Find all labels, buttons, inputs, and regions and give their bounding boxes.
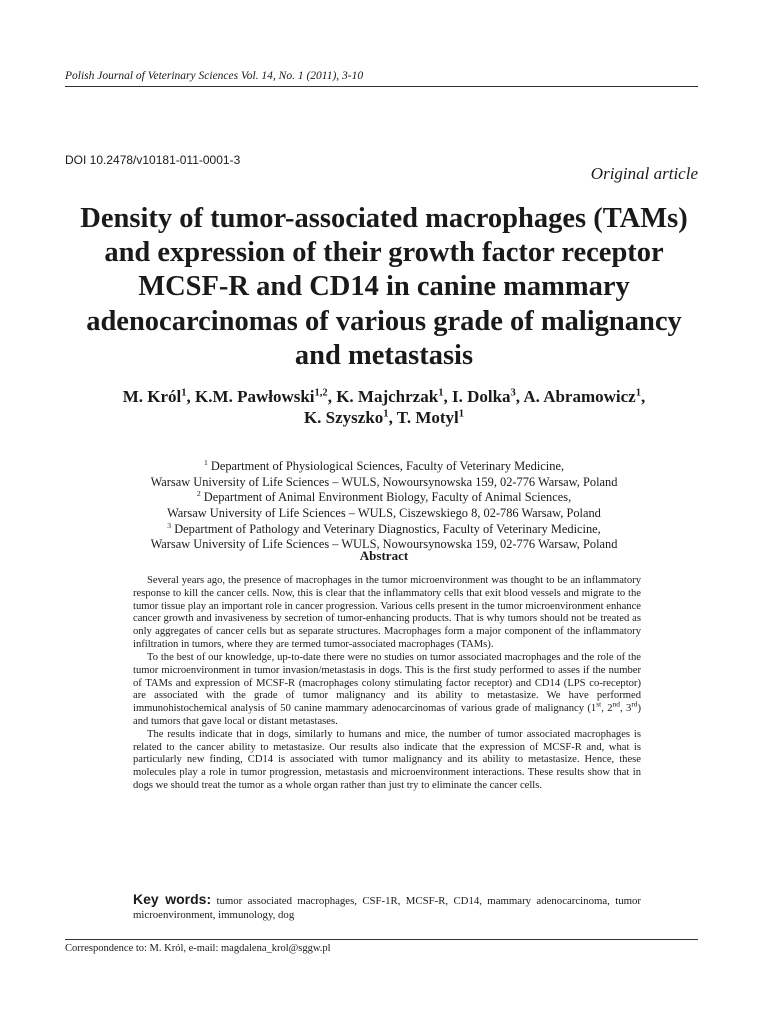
keywords-text: tumor associated macrophages, CSF-1R, MCSF-R, CD14, mammary adenocarcinoma, tumor microenvironment, immunology, dog bbox=[133, 895, 642, 922]
author: A. Abramowicz$^1$, bbox=[523, 387, 646, 406]
affiliation-2: $^2$ Department of Animal Environment Biology, Faculty of Animal Sciences, Warsaw University of Life Sciences – WULS, Ciszewskiego 8, 02-786 Warsaw, Poland bbox=[167, 489, 601, 520]
author-list bbox=[60, 386, 708, 429]
correspondence-footnote: Correspondence to: M. Król, e-mail: magdalena_krol@sggw.pl bbox=[65, 943, 331, 954]
abstract-paragraph: Several years ago, the presence of macrophages in the tumor microenvironment was thought to be an inflammatory response to kill the cancer cells. Now, this is clear that the inflammatory cells that exit blood vessels and migrate to the tumor tissue play an important role in cancer progression. Various cells present in the tumor microenvironment enhance cancer growth and invasiveness by secretion of tumor-enhancing products. That is why tumors should not be treated as only aggregates of cancer cells but as separate structures. Macrophages form a major component of the inflammatory infiltration in tumors, where they are termed tumor-associated macrophages (TAMs). bbox=[133, 575, 641, 651]
abstract-heading: Abstract bbox=[359, 548, 409, 563]
article-title: Density of tumor-associated macrophages (TAMs) and expression of their growth factor receptor MCSF-R and CD14 in canine mammary adenocarcinomas of various grade of malignancy and metastasis bbox=[80, 203, 688, 371]
abstract-paragraph: To the best of our knowledge, up-to-date there were no studies on tumor associated macrophages and the role of the tumor microenvironment in tumor invasion/metastasis in dogs. This is the first study performed to asses if the number of TAMs and expression of MCSF-R (macrophages colony stimulating factor receptor) and CD14 (LPS co-receptor) are associated with the grade of tumor malignancy and its ability to metastasize. We have performed immunohistochemical analysis of 50 canine mammary adenocarcinomas of various grade of malignancy (1st, 2nd, 3rd) and tumors that gave local or distant metastases. bbox=[133, 651, 642, 727]
author: I. Dolka$^3$, bbox=[451, 387, 524, 406]
author: K. Szyszko$^1$, bbox=[303, 408, 397, 428]
affiliations bbox=[60, 459, 708, 553]
footnote-divider bbox=[65, 939, 698, 940]
article-type: Original article bbox=[590, 164, 698, 183]
author: K.M. Pawłowski$^{1,2}$, bbox=[195, 387, 337, 406]
affiliation-3: $^3$ Department of Pathology and Veterinary Diagnostics, Faculty of Veterinary Medicine, Warsaw University of Life Sciences – WULS, Nowoursynowska 159, 02-776 Warsaw, Poland bbox=[150, 520, 618, 552]
author: M. Król$^1$, bbox=[122, 387, 196, 406]
keywords-label: Key words: bbox=[133, 891, 212, 907]
doi: DOI 10.2478/v10181-011-0001-3 bbox=[65, 153, 241, 167]
keywords bbox=[133, 890, 641, 922]
abstract-paragraph: The results indicate that in dogs, similarly to humans and mice, the number of tumor associated macrophages is related to the cancer ability to metastasize. Our results also indicate that the expression of MCSF-R and, what is particularly new finding, CD14 is associated with tumor malignancy and its ability to metastasize. Hence, these molecules play a role in tumor progression, metastasis and microenvironment interactions. These results show that in dogs we should treat the tumor as a whole organ rather than just try to eliminate the cancer cells. bbox=[133, 728, 641, 791]
abstract-body bbox=[133, 575, 641, 793]
affiliation-1: $^1$ Department of Physiological Sciences, Faculty of Veterinary Medicine, Warsaw University of Life Sciences – WULS, Nowoursynowska 159, 02-776 Warsaw, Poland bbox=[150, 457, 618, 489]
author: T. Motyl$^1$ bbox=[396, 408, 465, 428]
author: K. Majchrzak$^1$, bbox=[336, 387, 452, 406]
running-head: Polish Journal of Veterinary Sciences Vol. 14, No. 1 (2011), 3-10 bbox=[65, 70, 698, 87]
